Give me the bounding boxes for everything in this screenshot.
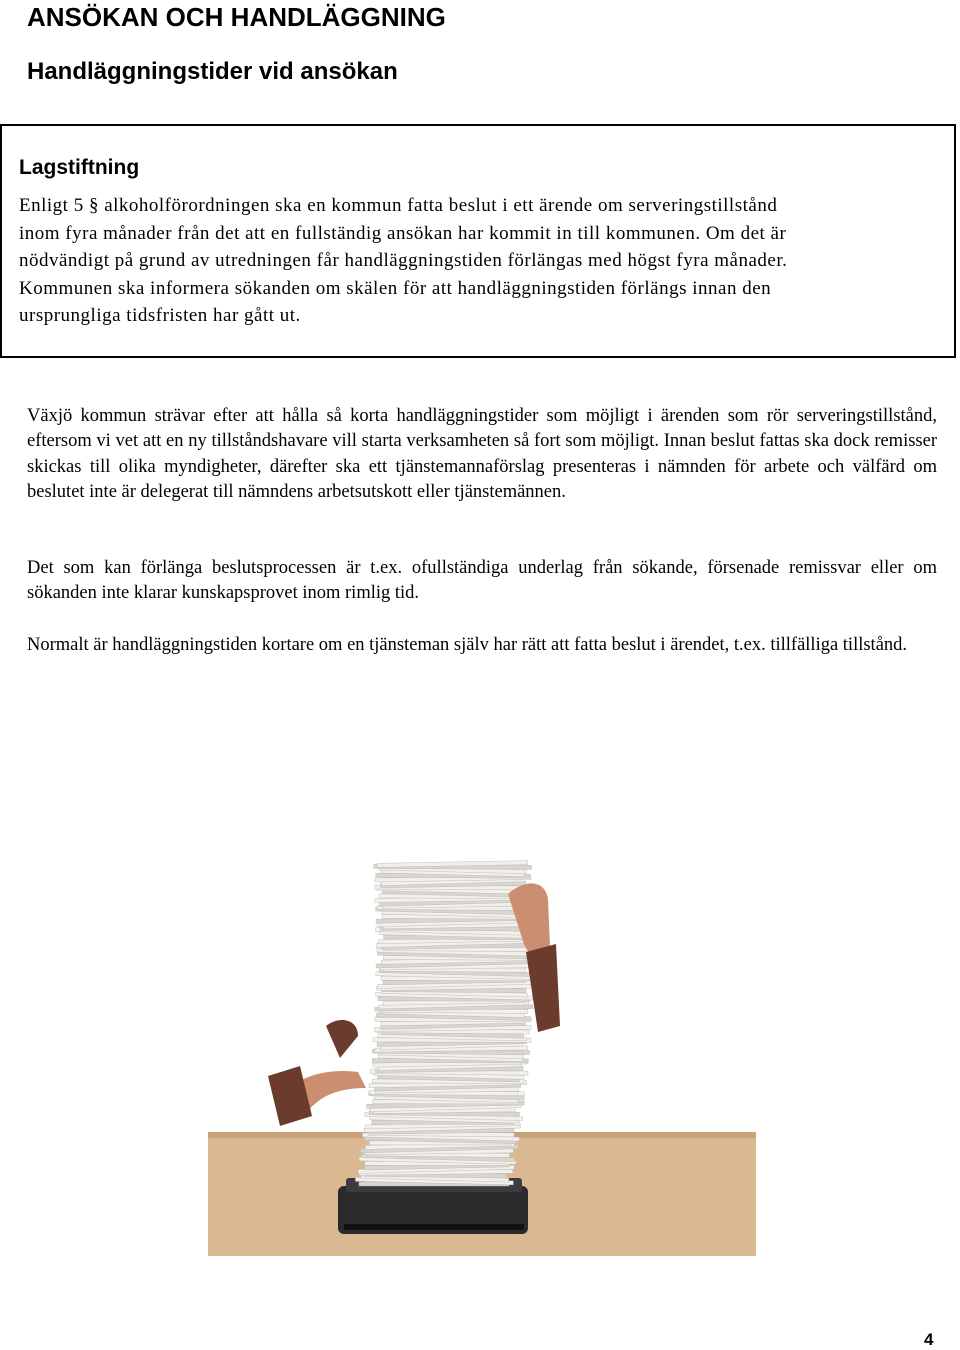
- legislation-heading: Lagstiftning: [19, 156, 140, 179]
- legislation-line: Enligt 5 § alkoholförordningen ska en kommun fatta beslut i ett ärende om serveringstillstånd: [19, 195, 778, 216]
- legislation-line: ursprungliga tidsfristen har gått ut.: [19, 305, 301, 326]
- document-tray: [338, 1178, 528, 1234]
- legislation-box: [0, 124, 956, 358]
- paper-stack-photo: [208, 826, 756, 1256]
- paper-stack: [355, 861, 533, 1186]
- paragraph-processing-times: Växjö kommun strävar efter att hålla så korta handläggningstider som möjligt i ärenden som rör serveringstillstånd, eftersom vi vet att en ny tillståndshavare vill starta verksamheten så fort som möjligt. Innan beslut fattas ska dock remisser skickas till olika myndigheter, därefter ska ett tjänstemannaförslag presenteras i nämnden för arbete och välfärd om beslutet inte är delegerat till nämndens arbetsutskott eller tjänstemännen.: [27, 406, 937, 503]
- page-title: ANSÖKAN OCH HANDLÄGGNING: [27, 2, 446, 32]
- section-title: Handläggningstider vid ansökan: [27, 58, 398, 85]
- legislation-line: nödvändigt på grund av utredningen får handläggningstiden förlängas med högst fyra månader.: [19, 250, 788, 271]
- paragraph-delays: Det som kan förlänga beslutsprocessen är t.ex. ofullständiga underlag från sökande, försenade remissvar eller om sökanden inte klarar kunskapsprovet inom rimlig tid.: [27, 558, 937, 604]
- paragraph-shorter-times: Normalt är handläggningstiden kortare om en tjänsteman själv har rätt att fatta beslut i ärendet, t.ex. tillfälliga tillstånd.: [27, 635, 908, 655]
- legislation-text: [19, 192, 939, 330]
- legislation-line: Kommunen ska informera sökanden om skälen för att handläggningstiden förlängs innan den: [19, 277, 772, 299]
- page-number: 4: [924, 1330, 934, 1349]
- legislation-line: inom fyra månader från det att en fullständig ansökan har kommit in till kommunen. Om det är: [19, 222, 787, 244]
